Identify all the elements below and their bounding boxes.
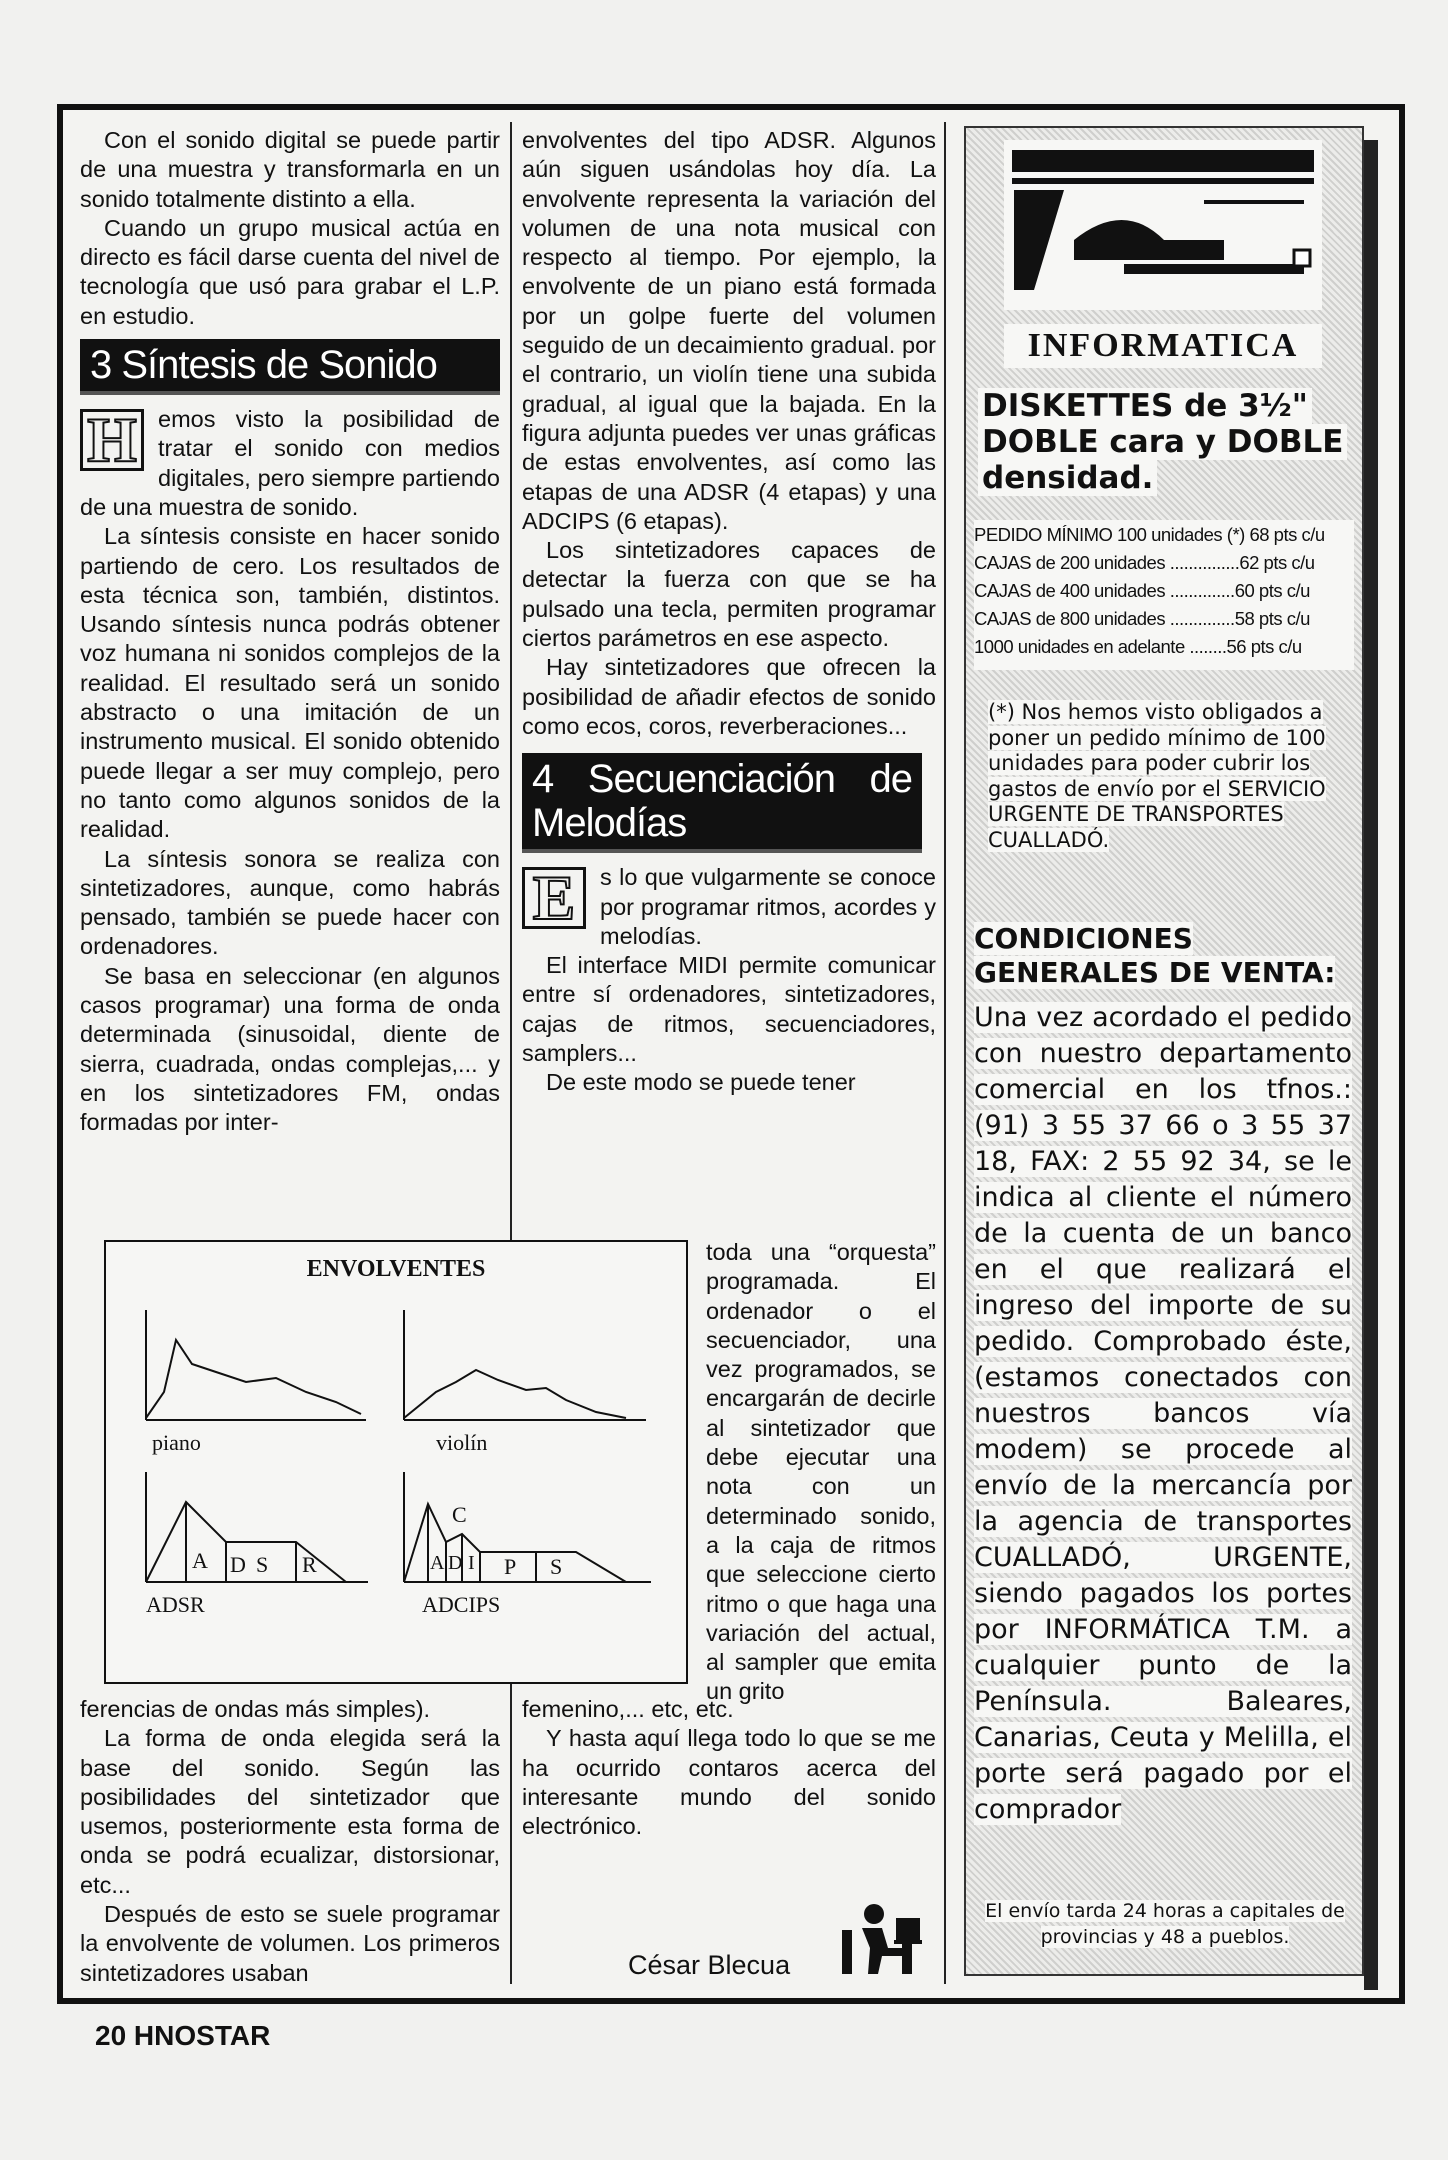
price-list (974, 520, 1354, 670)
price-row: CAJAS de 400 unidades ..............60 pts c/u (974, 580, 1310, 601)
drop-cap-h: H (80, 409, 144, 471)
label-adsr: ADSR (146, 1592, 205, 1617)
headline-line-1: DISKETTES de 3½" (978, 388, 1312, 424)
brand-name: INFORMATICA (1004, 324, 1322, 368)
page-footer: 20 HNOSTAR (95, 2020, 271, 2051)
label-adcips: ADCIPS (422, 1592, 501, 1617)
column-1 (80, 126, 500, 1138)
piano-envelope (146, 1340, 361, 1418)
column-divider-1 (510, 122, 512, 1984)
tm-logo (1004, 140, 1322, 310)
price-row: CAJAS de 200 unidades ...............62 pts c/u (974, 552, 1315, 573)
violin-envelope (404, 1370, 626, 1418)
price-row: 1000 unidades en adelante ........56 pts c/u (974, 636, 1302, 657)
section-3-paragraph-1: H emos visto la posibilidad de tratar el sonido con medios digitales, pero siempre partiendo de una muestra de sonido. (80, 404, 500, 520)
adsr-stage-a: A (192, 1548, 208, 1573)
section-3-heading: 3 Síntesis de Sonido (80, 339, 500, 395)
adsr-stage-d: D (230, 1552, 246, 1577)
ad-note: (*) Nos hemos visto obligados a poner un pedido mínimo de 100 unidades para poder cubrir los gastos de envío por el SERVICIO URGENTE DE TRANSPORTES CUALLADÓ. (988, 700, 1326, 852)
figure-title: ENVOLVENTES (306, 1256, 486, 1282)
ad-shadow (1364, 140, 1378, 1990)
column-2-wrap-text (706, 1238, 936, 1707)
col2-paragraph-2: Los sintetizadores capaces de detectar la fuerza con que se ha pulsado una tecla, permiten programar ciertos parámetros en ese aspecto. (522, 537, 936, 652)
adsr-stage-r: R (302, 1552, 317, 1577)
column-2 (522, 126, 936, 1098)
section-3-paragraph-3: La síntesis sonora se realiza con sintetizadores, aunque, como habrás pensado, también se puede hacer con ordenadores. (80, 845, 500, 960)
col2-paragraph-3: Hay sintetizadores que ofrecen la posibilidad de añadir efectos de sonido como ecos, coros, reverberaciones... (522, 654, 936, 739)
headline-line-2: DOBLE cara y DOBLE (978, 424, 1347, 460)
drop-cap-e: E (522, 867, 586, 929)
section-3-paragraph-5: La forma de onda elegida será la base del sonido. Según las posibilidades del sintetizador que usemos, posteriormente esta forma de onda se podrá ecualizar, distorsionar, etc... (80, 1725, 500, 1898)
section-4-paragraph-2: El interface MIDI permite comunicar entre sí ordenadores, sintetizadores, cajas de ritmos, secuenciadores, samplers... (522, 952, 936, 1067)
adcips-stage-a: A (430, 1552, 445, 1574)
adcips-stage-p: P (504, 1554, 517, 1579)
price-row: CAJAS de 800 unidades ..............58 pts c/u (974, 608, 1310, 629)
conditions-heading: CONDICIONES GENERALES DE VENTA: (974, 922, 1336, 989)
section-3-paragraph-6: Después de esto se suele programar la envolvente de volumen. Los primeros sintetizadores usaban (80, 1901, 500, 1986)
price-row: PEDIDO MÍNIMO 100 unidades (*) 68 pts c/u (974, 524, 1325, 545)
label-violin: violín (436, 1430, 488, 1455)
column-divider-2 (944, 122, 946, 1984)
section-3-paragraph-4-cont: ferencias de ondas más simples). (80, 1696, 431, 1722)
section-4-paragraph-1: E s lo que vulgarmente se conoce por programar ritmos, acordes y melodías. (522, 863, 936, 951)
section-4-paragraph-3-cont: femenino,... etc, etc. (522, 1696, 734, 1722)
label-piano: piano (152, 1430, 201, 1455)
column-2-bottom (522, 1695, 936, 1841)
col2-paragraph-1: envolventes del tipo ADSR. Algunos aún siguen usándolas hoy día. La envolvente representa la variación del volumen de una nota musical con respecto al tiempo. Por ejemplo, la envolvente de un piano está formada por un golpe fuerte del volumen seguido de un decaimiento gradual. por el contrario, un violín tiene una subida gradual, al igual que la bajada. En la figura adjunta puedes ver unas gráficas de estas envolventes, así como las etapas de una ADSR (4 etapas) y una ADCIPS (6 etapas). (522, 127, 936, 534)
ad-headline (978, 388, 1358, 496)
adsr-stage-s: S (256, 1552, 269, 1577)
envelope-figure (104, 1240, 688, 1684)
section-4-paragraph-3: De este modo se puede tener (546, 1069, 856, 1096)
headline-line-3: densidad. (978, 460, 1157, 496)
adcips-stage-c: C (452, 1502, 467, 1527)
section-4-wrap-paragraph: toda una “orquesta” programada. El ordenador o el secuenciador, una vez programados, se encargarán de decirle al sintetizador que debe ejecutar una nota con un determinado sonido, a la caja de ritmos que seleccione cierto ritmo o que haga una variación del actual, al sampler que emita un grito (706, 1239, 936, 1705)
computer-user-icon (838, 1900, 924, 1976)
section-3-paragraph-4: Se basa en seleccionar (en algunos casos programar) una forma de onda determinada (sinusoidal, diente de sierra, cuadrada, ondas complejas,... y en los sintetizadores FM, ondas formadas por inter- (80, 962, 500, 1136)
adcips-stage-d: D (448, 1552, 463, 1574)
tm-logo-icon (1004, 140, 1322, 310)
section-3-paragraph-2: La síntesis consiste en hacer sonido partiendo de cero. Los resultados de esta técnica son, también, distintos. Usando síntesis nunca podrás obtener voz humana ni sonidos complejos de la realidad. El resultado será un sonido abstracto o una imitación de un instrumento musical. El sonido obtenido puede llegar a ser muy complejo, pero no tanto como algunos sonidos de la realidad. (80, 523, 500, 843)
shipping-note: El envío tarda 24 horas a capitales de provincias y 48 a pueblos. (985, 1900, 1345, 1948)
intro-paragraph-1: Con el sonido digital se puede partir de una muestra y transformarla en un sonido totalmente distinto a ella. (80, 127, 500, 212)
adcips-stage-i: I (468, 1552, 475, 1574)
section-4-paragraph-4: Y hasta aquí llega todo lo que se me ha ocurrido contaros acerca del interesante mundo del sonido electrónico. (522, 1725, 936, 1840)
intro-paragraph-2: Cuando un grupo musical actúa en directo es fácil darse cuenta del nivel de tecnología que usó para grabar el L.P. en estudio. (80, 214, 500, 329)
adcips-stage-s: S (550, 1554, 563, 1579)
author-name: César Blecua (628, 1950, 791, 1980)
section-4-heading: 4 Secuenciación de Melodías (522, 753, 922, 853)
conditions-body: Una vez acordado el pedido con nuestro departamento comercial en los tfnos.: (91) 3 55 37 66 o 3 55 37 18, FAX: 2 55 92 34, se le indica al cliente el número de la cuenta de un banco en el que realizará el ingreso del importe de su pedido. Comprobado éste, (estamos conectados con nuestros bancos vía modem) se procede al envío de la mercancía por la agencia de transportes CUALLADÓ, URGENTE, siendo pagados los portes por INFORMÁTICA T.M. a cualquier punto de la Península. Baleares, Canarias, Ceuta y Melilla, el porte será pagado por el comprador (974, 1002, 1352, 1825)
column-1-bottom (80, 1695, 500, 1988)
